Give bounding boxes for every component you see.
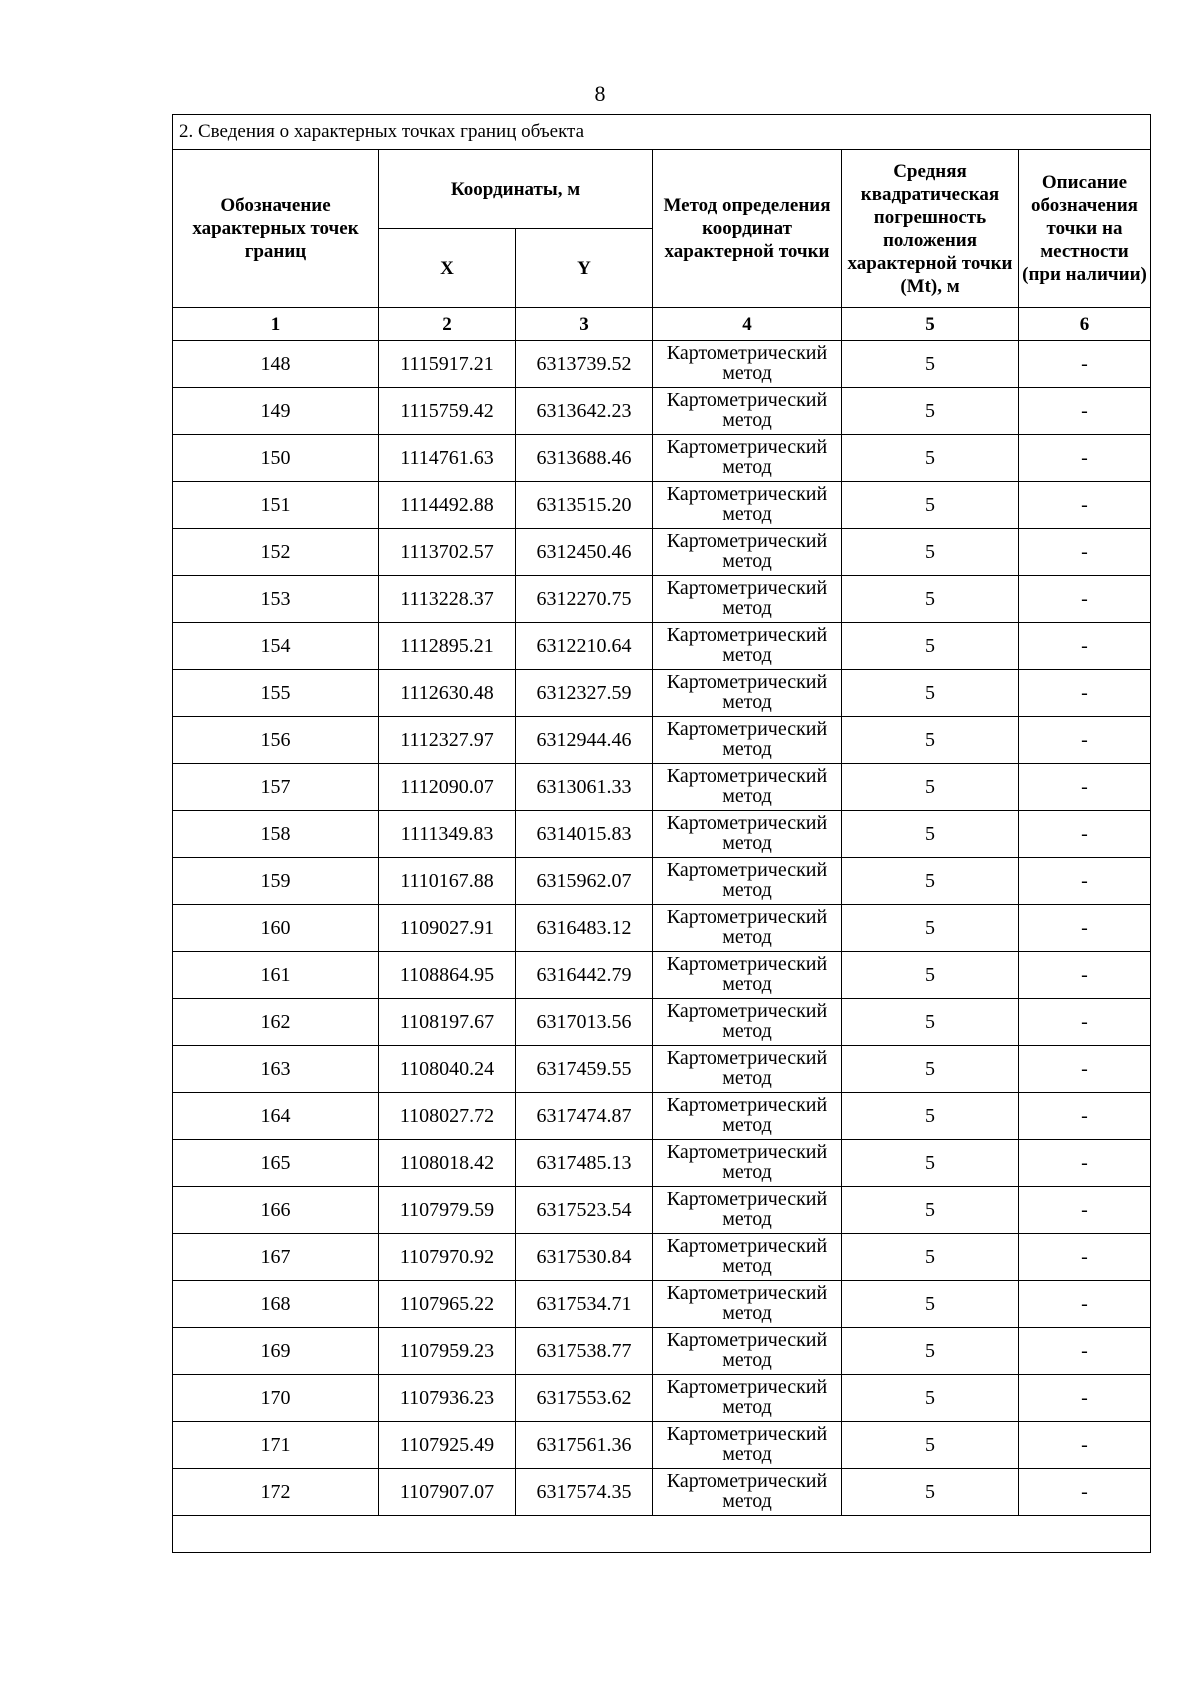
header-coordinates: Координаты, м bbox=[379, 150, 653, 229]
table-row bbox=[173, 999, 1151, 1046]
method-text: Картометрический метод bbox=[666, 1048, 828, 1088]
y-coordinate-cell: 6312270.75 bbox=[516, 576, 653, 623]
error-cell: 5 bbox=[842, 670, 1019, 717]
error-cell: 5 bbox=[842, 1140, 1019, 1187]
y-coordinate-cell: 6313739.52 bbox=[516, 341, 653, 388]
method-text: Картометрический метод bbox=[666, 954, 828, 994]
table-row bbox=[173, 529, 1151, 576]
column-number: 6 bbox=[1019, 308, 1151, 341]
description-cell: - bbox=[1019, 670, 1151, 717]
method-cell bbox=[653, 1281, 842, 1328]
point-cell: 170 bbox=[173, 1375, 379, 1422]
error-cell: 5 bbox=[842, 529, 1019, 576]
error-cell: 5 bbox=[842, 341, 1019, 388]
y-coordinate-cell: 6317485.13 bbox=[516, 1140, 653, 1187]
point-cell: 162 bbox=[173, 999, 379, 1046]
x-coordinate-cell: 1114761.63 bbox=[379, 435, 516, 482]
boundary-points-table bbox=[172, 114, 1151, 1553]
description-cell: - bbox=[1019, 1328, 1151, 1375]
method-text: Картометрический метод bbox=[666, 907, 828, 947]
method-cell bbox=[653, 388, 842, 435]
method-cell bbox=[653, 435, 842, 482]
y-coordinate-cell: 6312450.46 bbox=[516, 529, 653, 576]
method-text: Картометрический метод bbox=[666, 343, 828, 383]
y-coordinate-cell: 6315962.07 bbox=[516, 858, 653, 905]
description-cell: - bbox=[1019, 764, 1151, 811]
y-coordinate-cell: 6317538.77 bbox=[516, 1328, 653, 1375]
description-cell: - bbox=[1019, 905, 1151, 952]
point-cell: 172 bbox=[173, 1469, 379, 1516]
description-cell: - bbox=[1019, 1093, 1151, 1140]
table-row bbox=[173, 1046, 1151, 1093]
method-cell bbox=[653, 482, 842, 529]
y-coordinate-cell: 6314015.83 bbox=[516, 811, 653, 858]
error-cell: 5 bbox=[842, 1328, 1019, 1375]
error-cell: 5 bbox=[842, 858, 1019, 905]
y-coordinate-cell: 6312327.59 bbox=[516, 670, 653, 717]
table-row bbox=[173, 341, 1151, 388]
description-cell: - bbox=[1019, 717, 1151, 764]
y-coordinate-cell: 6313688.46 bbox=[516, 435, 653, 482]
table-row bbox=[173, 670, 1151, 717]
y-coordinate-cell: 6317474.87 bbox=[516, 1093, 653, 1140]
table-row bbox=[173, 482, 1151, 529]
method-cell bbox=[653, 576, 842, 623]
table-row bbox=[173, 1375, 1151, 1422]
y-coordinate-cell: 6316442.79 bbox=[516, 952, 653, 999]
table-row bbox=[173, 1093, 1151, 1140]
header-error: Средняя квадратическая погрешность положения характерной точки (Mt), м bbox=[842, 150, 1019, 308]
x-coordinate-cell: 1107965.22 bbox=[379, 1281, 516, 1328]
method-text: Картометрический метод bbox=[666, 1377, 828, 1417]
description-cell: - bbox=[1019, 341, 1151, 388]
error-cell: 5 bbox=[842, 1234, 1019, 1281]
column-number: 2 bbox=[379, 308, 516, 341]
point-cell: 158 bbox=[173, 811, 379, 858]
method-cell bbox=[653, 1046, 842, 1093]
description-cell: - bbox=[1019, 1281, 1151, 1328]
header-description: Описание обозначения точки на местности (при наличии) bbox=[1019, 150, 1151, 308]
method-cell bbox=[653, 1328, 842, 1375]
error-cell: 5 bbox=[842, 952, 1019, 999]
method-cell bbox=[653, 764, 842, 811]
description-cell: - bbox=[1019, 435, 1151, 482]
section-title-row bbox=[173, 115, 1151, 150]
point-cell: 166 bbox=[173, 1187, 379, 1234]
header-y: Y bbox=[516, 229, 653, 308]
point-cell: 168 bbox=[173, 1281, 379, 1328]
table-row bbox=[173, 717, 1151, 764]
table-row bbox=[173, 1281, 1151, 1328]
y-coordinate-cell: 6313061.33 bbox=[516, 764, 653, 811]
method-text: Картометрический метод bbox=[666, 1142, 828, 1182]
point-cell: 153 bbox=[173, 576, 379, 623]
method-text: Картометрический метод bbox=[666, 1236, 828, 1276]
empty-row bbox=[173, 1516, 1151, 1553]
point-cell: 171 bbox=[173, 1422, 379, 1469]
method-cell bbox=[653, 1234, 842, 1281]
x-coordinate-cell: 1112630.48 bbox=[379, 670, 516, 717]
method-text: Картометрический метод bbox=[666, 813, 828, 853]
method-cell bbox=[653, 999, 842, 1046]
description-cell: - bbox=[1019, 1187, 1151, 1234]
method-text: Картометрический метод bbox=[666, 1095, 828, 1135]
y-coordinate-cell: 6317013.56 bbox=[516, 999, 653, 1046]
description-cell: - bbox=[1019, 623, 1151, 670]
description-cell: - bbox=[1019, 529, 1151, 576]
method-cell bbox=[653, 1422, 842, 1469]
error-cell: 5 bbox=[842, 1046, 1019, 1093]
method-text: Картометрический метод bbox=[666, 766, 828, 806]
x-coordinate-cell: 1112327.97 bbox=[379, 717, 516, 764]
error-cell: 5 bbox=[842, 1422, 1019, 1469]
table-row bbox=[173, 576, 1151, 623]
error-cell: 5 bbox=[842, 1375, 1019, 1422]
method-text: Картометрический метод bbox=[666, 860, 828, 900]
method-cell bbox=[653, 529, 842, 576]
point-cell: 148 bbox=[173, 341, 379, 388]
x-coordinate-cell: 1112895.21 bbox=[379, 623, 516, 670]
method-text: Картометрический метод bbox=[666, 1471, 828, 1511]
x-coordinate-cell: 1113228.37 bbox=[379, 576, 516, 623]
method-cell bbox=[653, 717, 842, 764]
x-coordinate-cell: 1115917.21 bbox=[379, 341, 516, 388]
table-row bbox=[173, 435, 1151, 482]
error-cell: 5 bbox=[842, 1281, 1019, 1328]
y-coordinate-cell: 6313642.23 bbox=[516, 388, 653, 435]
x-coordinate-cell: 1107907.07 bbox=[379, 1469, 516, 1516]
error-cell: 5 bbox=[842, 1469, 1019, 1516]
point-cell: 159 bbox=[173, 858, 379, 905]
error-cell: 5 bbox=[842, 717, 1019, 764]
method-text: Картометрический метод bbox=[666, 1189, 828, 1229]
y-coordinate-cell: 6313515.20 bbox=[516, 482, 653, 529]
point-cell: 167 bbox=[173, 1234, 379, 1281]
column-numbers-row bbox=[173, 308, 1151, 341]
method-text: Картометрический метод bbox=[666, 1001, 828, 1041]
error-cell: 5 bbox=[842, 811, 1019, 858]
y-coordinate-cell: 6317553.62 bbox=[516, 1375, 653, 1422]
method-cell bbox=[653, 952, 842, 999]
x-coordinate-cell: 1113702.57 bbox=[379, 529, 516, 576]
y-coordinate-cell: 6312210.64 bbox=[516, 623, 653, 670]
table-row bbox=[173, 1469, 1151, 1516]
x-coordinate-cell: 1107979.59 bbox=[379, 1187, 516, 1234]
point-cell: 149 bbox=[173, 388, 379, 435]
table-row bbox=[173, 1234, 1151, 1281]
column-number: 3 bbox=[516, 308, 653, 341]
table-row bbox=[173, 1187, 1151, 1234]
error-cell: 5 bbox=[842, 1093, 1019, 1140]
x-coordinate-cell: 1107936.23 bbox=[379, 1375, 516, 1422]
x-coordinate-cell: 1109027.91 bbox=[379, 905, 516, 952]
method-cell bbox=[653, 905, 842, 952]
method-cell bbox=[653, 1140, 842, 1187]
column-number: 4 bbox=[653, 308, 842, 341]
empty-cell bbox=[173, 1516, 1151, 1553]
table-row bbox=[173, 1422, 1151, 1469]
description-cell: - bbox=[1019, 1046, 1151, 1093]
point-cell: 160 bbox=[173, 905, 379, 952]
method-cell bbox=[653, 670, 842, 717]
point-cell: 163 bbox=[173, 1046, 379, 1093]
y-coordinate-cell: 6317534.71 bbox=[516, 1281, 653, 1328]
x-coordinate-cell: 1107925.49 bbox=[379, 1422, 516, 1469]
point-cell: 150 bbox=[173, 435, 379, 482]
y-coordinate-cell: 6317574.35 bbox=[516, 1469, 653, 1516]
point-cell: 169 bbox=[173, 1328, 379, 1375]
x-coordinate-cell: 1108040.24 bbox=[379, 1046, 516, 1093]
method-text: Картометрический метод bbox=[666, 484, 828, 524]
error-cell: 5 bbox=[842, 576, 1019, 623]
error-cell: 5 bbox=[842, 623, 1019, 670]
x-coordinate-cell: 1110167.88 bbox=[379, 858, 516, 905]
table-row bbox=[173, 952, 1151, 999]
table-row bbox=[173, 811, 1151, 858]
method-text: Картометрический метод bbox=[666, 1424, 828, 1464]
method-cell bbox=[653, 858, 842, 905]
method-cell bbox=[653, 1375, 842, 1422]
error-cell: 5 bbox=[842, 999, 1019, 1046]
table-body bbox=[173, 341, 1151, 1516]
point-cell: 155 bbox=[173, 670, 379, 717]
x-coordinate-cell: 1108864.95 bbox=[379, 952, 516, 999]
x-coordinate-cell: 1108197.67 bbox=[379, 999, 516, 1046]
table-row bbox=[173, 905, 1151, 952]
table-row bbox=[173, 764, 1151, 811]
method-text: Картометрический метод bbox=[666, 437, 828, 477]
point-cell: 151 bbox=[173, 482, 379, 529]
error-cell: 5 bbox=[842, 764, 1019, 811]
y-coordinate-cell: 6317530.84 bbox=[516, 1234, 653, 1281]
y-coordinate-cell: 6312944.46 bbox=[516, 717, 653, 764]
description-cell: - bbox=[1019, 858, 1151, 905]
method-text: Картометрический метод bbox=[666, 1330, 828, 1370]
header-row bbox=[173, 150, 1151, 229]
method-text: Картометрический метод bbox=[666, 578, 828, 618]
method-text: Картометрический метод bbox=[666, 625, 828, 665]
column-number: 1 bbox=[173, 308, 379, 341]
error-cell: 5 bbox=[842, 388, 1019, 435]
table-row bbox=[173, 1140, 1151, 1187]
point-cell: 165 bbox=[173, 1140, 379, 1187]
description-cell: - bbox=[1019, 1422, 1151, 1469]
header-x: X bbox=[379, 229, 516, 308]
method-text: Картометрический метод bbox=[666, 672, 828, 712]
description-cell: - bbox=[1019, 952, 1151, 999]
description-cell: - bbox=[1019, 1375, 1151, 1422]
x-coordinate-cell: 1107970.92 bbox=[379, 1234, 516, 1281]
point-cell: 157 bbox=[173, 764, 379, 811]
y-coordinate-cell: 6316483.12 bbox=[516, 905, 653, 952]
description-cell: - bbox=[1019, 482, 1151, 529]
error-cell: 5 bbox=[842, 1187, 1019, 1234]
table-row bbox=[173, 1328, 1151, 1375]
description-cell: - bbox=[1019, 1469, 1151, 1516]
column-number: 5 bbox=[842, 308, 1019, 341]
description-cell: - bbox=[1019, 576, 1151, 623]
x-coordinate-cell: 1108027.72 bbox=[379, 1093, 516, 1140]
point-cell: 161 bbox=[173, 952, 379, 999]
header-method: Метод определения координат характерной точки bbox=[653, 150, 842, 308]
description-cell: - bbox=[1019, 811, 1151, 858]
method-cell bbox=[653, 623, 842, 670]
method-cell bbox=[653, 1469, 842, 1516]
method-text: Картометрический метод bbox=[666, 531, 828, 571]
x-coordinate-cell: 1111349.83 bbox=[379, 811, 516, 858]
x-coordinate-cell: 1112090.07 bbox=[379, 764, 516, 811]
y-coordinate-cell: 6317523.54 bbox=[516, 1187, 653, 1234]
description-cell: - bbox=[1019, 999, 1151, 1046]
method-cell bbox=[653, 811, 842, 858]
description-cell: - bbox=[1019, 1140, 1151, 1187]
error-cell: 5 bbox=[842, 905, 1019, 952]
page-number: 8 bbox=[594, 81, 606, 106]
section-title: 2. Сведения о характерных точках границ объекта bbox=[173, 115, 1151, 150]
point-cell: 152 bbox=[173, 529, 379, 576]
x-coordinate-cell: 1114492.88 bbox=[379, 482, 516, 529]
x-coordinate-cell: 1108018.42 bbox=[379, 1140, 516, 1187]
y-coordinate-cell: 6317561.36 bbox=[516, 1422, 653, 1469]
error-cell: 5 bbox=[842, 435, 1019, 482]
table-row bbox=[173, 388, 1151, 435]
point-cell: 164 bbox=[173, 1093, 379, 1140]
x-coordinate-cell: 1107959.23 bbox=[379, 1328, 516, 1375]
point-cell: 156 bbox=[173, 717, 379, 764]
table-row bbox=[173, 858, 1151, 905]
y-coordinate-cell: 6317459.55 bbox=[516, 1046, 653, 1093]
table-row bbox=[173, 623, 1151, 670]
description-cell: - bbox=[1019, 1234, 1151, 1281]
x-coordinate-cell: 1115759.42 bbox=[379, 388, 516, 435]
method-cell bbox=[653, 1093, 842, 1140]
method-text: Картометрический метод bbox=[666, 719, 828, 759]
method-cell bbox=[653, 341, 842, 388]
point-cell: 154 bbox=[173, 623, 379, 670]
header-designation: Обозначение характерных точек границ bbox=[173, 150, 379, 308]
method-text: Картометрический метод bbox=[666, 1283, 828, 1323]
description-cell: - bbox=[1019, 388, 1151, 435]
error-cell: 5 bbox=[842, 482, 1019, 529]
method-cell bbox=[653, 1187, 842, 1234]
method-text: Картометрический метод bbox=[666, 390, 828, 430]
